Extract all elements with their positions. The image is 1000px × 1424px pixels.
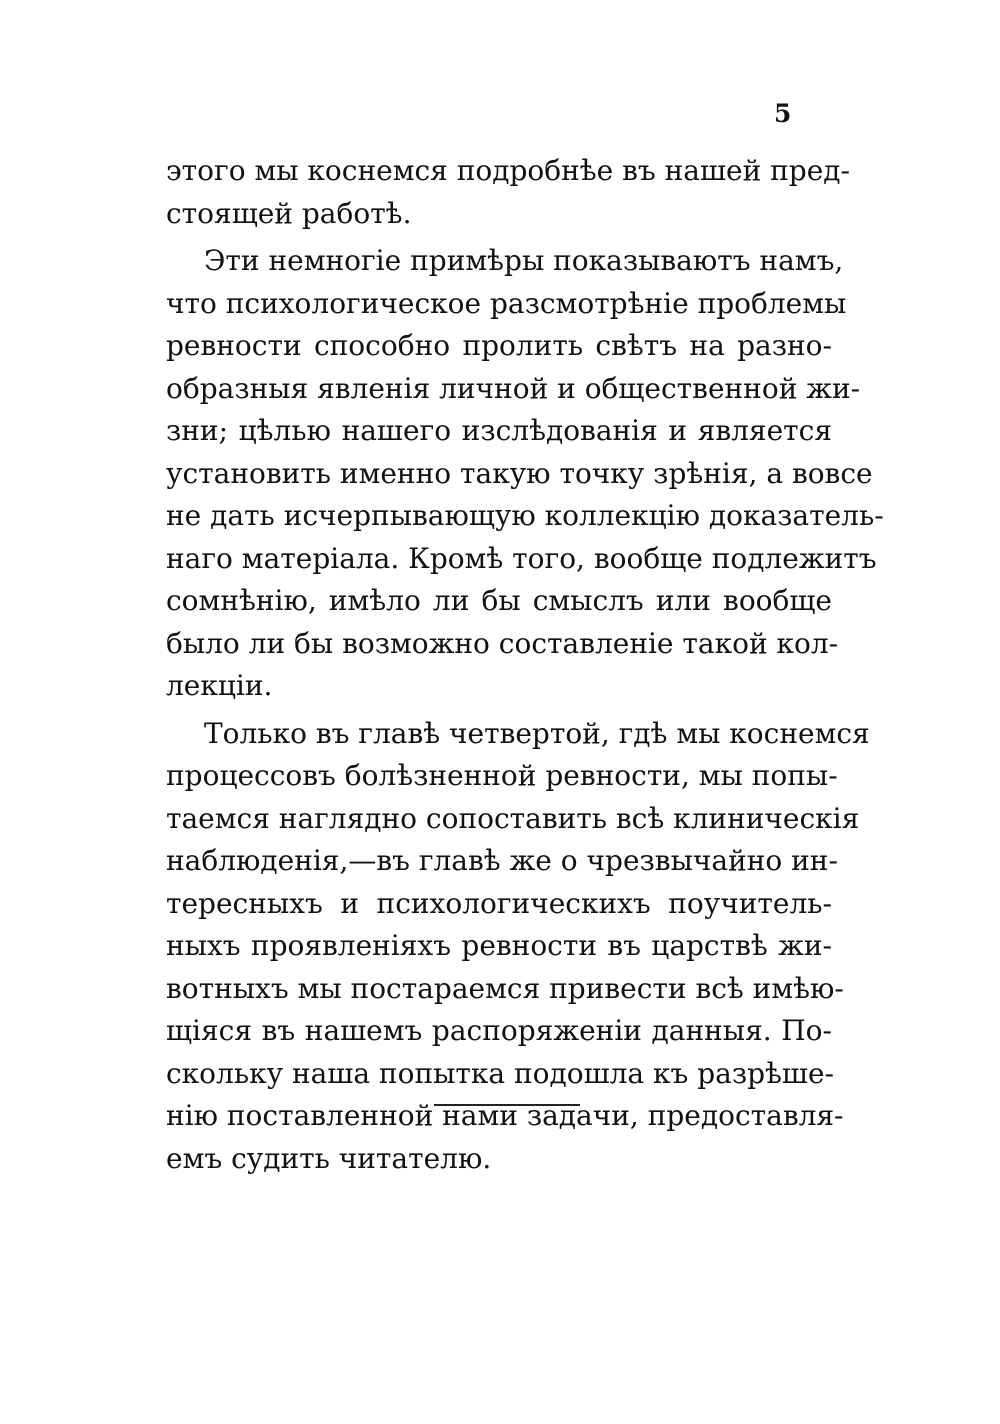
text-line: зни; цѣлью нашего изслѣдованія и является	[166, 414, 832, 447]
text-line: образныя явленія личной и общественной жи-	[166, 371, 861, 405]
text-line: Эти немногіе примѣры показываютъ намъ,	[204, 244, 844, 277]
text-line: щіяся въ нашемъ распоряженіи данныя. По-	[166, 1014, 832, 1047]
text-line: сомнѣнію, имѣло ли бы смыслъ или вообще	[166, 584, 832, 617]
text-line: лекціи.	[166, 669, 273, 702]
text-line: наблюденія,—въ главѣ же о чрезвычайно ин-	[166, 844, 838, 877]
text-line: этого мы коснемся подробнѣе въ нашей пред-	[166, 154, 850, 187]
text-line: нію поставленной нами задачи, предоставля-	[166, 1099, 844, 1132]
text-line: наго матеріала. Кромѣ того, вообще подлежитъ	[166, 541, 877, 575]
section-end-rule	[434, 1104, 580, 1106]
text-line: процессовъ болѣзненной ревности, мы попы-	[166, 759, 838, 792]
text-line: скольку наша попытка подошла къ разрѣше-	[166, 1056, 834, 1090]
text-line: установить именно такую точку зрѣнія, а вовсе	[166, 456, 873, 490]
text-line: вотныхъ мы постараемся привести всѣ имѣю-	[166, 971, 844, 1005]
body-text	[166, 150, 884, 1180]
text-line: стоящей работѣ.	[166, 196, 412, 230]
text-line: было ли бы возможно составленіе такой кол-	[166, 626, 839, 660]
text-line: таемся наглядно сопоставить всѣ клиническія	[166, 801, 860, 835]
text-line: не дать исчерпывающую коллекцію доказатель-	[166, 499, 884, 532]
text-line: емъ судить читателю.	[166, 1141, 492, 1175]
text-line: Только въ главѣ четвертой, гдѣ мы коснемся	[204, 716, 870, 750]
page-number: 5	[774, 99, 792, 128]
text-line: ныхъ проявленіяхъ ревности въ царствѣ жи-	[166, 929, 832, 962]
text-line: ревности способно пролить свѣтъ на разно-	[166, 329, 832, 362]
text-line: тересныхъ и психологическихъ поучитель-	[166, 886, 832, 920]
text-line: что психологическое разсмотрѣніе проблемы	[166, 286, 847, 320]
